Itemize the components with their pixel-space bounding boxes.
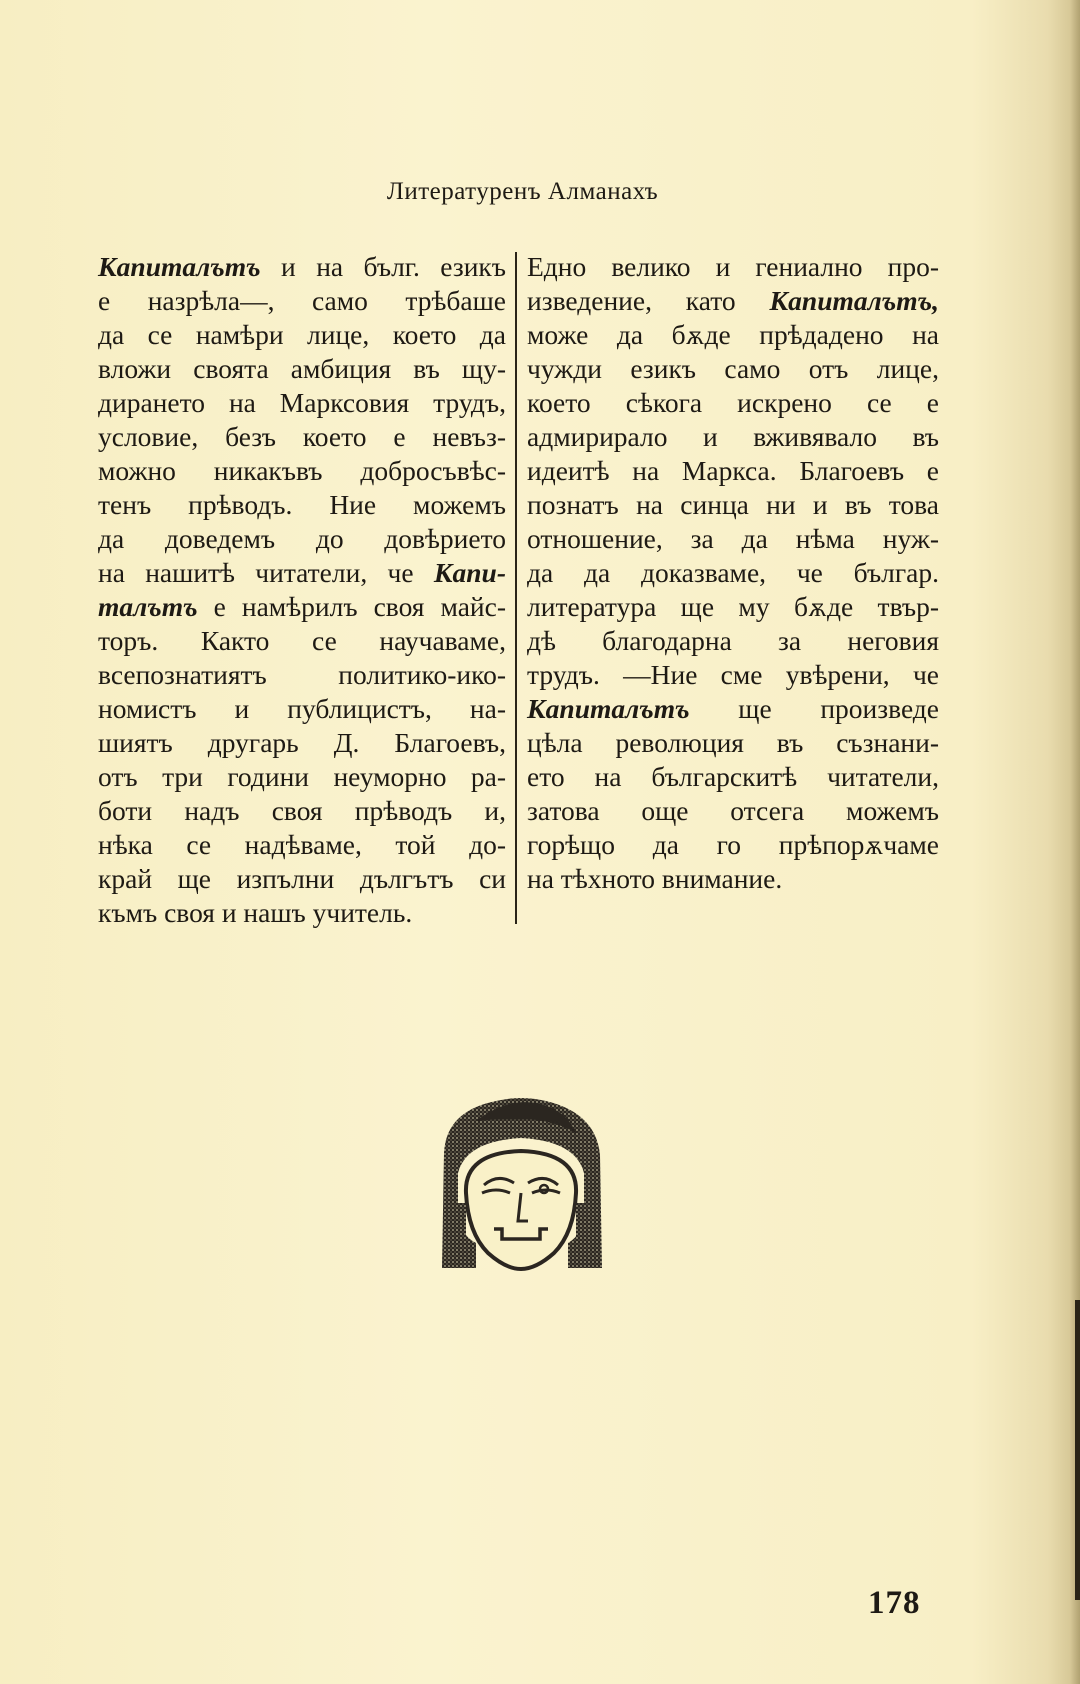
italic-title: Капиталътъ xyxy=(98,251,261,282)
right-column-line xyxy=(527,760,939,794)
line-text: е намѣрилъ своя майс- xyxy=(197,591,506,622)
right-column-line xyxy=(527,692,939,726)
italic-title: Капиталътъ, xyxy=(769,285,939,316)
line-text: отъ три години неуморно ра- xyxy=(98,761,506,792)
line-text: шиятъ другарь Д. Благоевъ, xyxy=(98,727,506,758)
left-column-line xyxy=(98,794,506,828)
line-text: затова още отсега можемъ xyxy=(527,795,939,826)
line-text: идеитѣ на Маркса. Благоевъ е xyxy=(527,455,939,486)
left-column-line xyxy=(98,692,506,726)
left-column-line xyxy=(98,896,506,930)
line-text: е назрѣла—, само трѣбаше xyxy=(98,285,506,316)
line-text: горѣщо да го прѣпорѫчаме xyxy=(527,829,939,860)
woodcut-face-ornament-icon xyxy=(436,1093,606,1273)
line-text: дѣ благодарна за неговия xyxy=(527,625,939,656)
left-column-line xyxy=(98,658,506,692)
line-text: ето на българскитѣ читатели, xyxy=(527,761,939,792)
line-text: което сѣкога искрено се е xyxy=(527,387,939,418)
left-column-line xyxy=(98,862,506,896)
line-text: изведение, като xyxy=(527,285,770,316)
line-text: тенъ прѣводъ. Ние можемъ xyxy=(98,489,506,520)
right-column-line xyxy=(527,556,939,590)
left-column-line xyxy=(98,624,506,658)
left-column-line xyxy=(98,352,506,386)
line-text: можно никакъвъ добросъвѣс- xyxy=(98,455,506,486)
right-column-line xyxy=(527,488,939,522)
italic-title: талътъ xyxy=(98,591,198,622)
page-number: 178 xyxy=(868,1585,921,1621)
right-column-line xyxy=(527,420,939,454)
left-column-line xyxy=(98,828,506,862)
line-text: ще произведе xyxy=(689,693,939,724)
right-column-line xyxy=(527,352,939,386)
line-text: край ще изпълни дългътъ си xyxy=(98,863,506,894)
right-column-line xyxy=(527,726,939,760)
italic-title: Капиталътъ xyxy=(527,693,690,724)
line-text: да доведемъ до довѣрието xyxy=(98,523,506,554)
right-column-line xyxy=(527,522,939,556)
right-column-line xyxy=(527,828,939,862)
right-column-line xyxy=(527,794,939,828)
right-column-line xyxy=(527,624,939,658)
line-text: познатъ на синца ни и въ това xyxy=(527,489,939,520)
line-text: чужди езикъ само отъ лице, xyxy=(527,353,939,384)
line-text: на нашитѣ читатели, че xyxy=(98,557,434,588)
left-column-line xyxy=(98,590,506,624)
line-text: вложи своята амбиция въ щу- xyxy=(98,353,506,384)
line-text: трудъ. —Ние сме увѣрени, че xyxy=(527,659,939,690)
line-text: цѣла революция въ съзнани- xyxy=(527,727,939,758)
line-text: условие, безъ което е невъз- xyxy=(98,421,506,452)
italic-title: Капи- xyxy=(433,557,506,588)
left-column-line xyxy=(98,522,506,556)
left-column-line xyxy=(98,556,506,590)
right-column-line xyxy=(527,284,939,318)
line-text: дирането на Марксовия трудъ, xyxy=(98,387,506,418)
column-rule xyxy=(515,252,517,924)
left-column-line xyxy=(98,760,506,794)
line-text: отношение, за да нѣма нуж- xyxy=(527,523,939,554)
left-column-line xyxy=(98,250,506,284)
left-column-line xyxy=(98,318,506,352)
right-column-line xyxy=(527,386,939,420)
page-edge-mark xyxy=(1075,1300,1080,1600)
right-column-line xyxy=(527,454,939,488)
right-column-line xyxy=(527,590,939,624)
left-column-line xyxy=(98,386,506,420)
line-text: номистъ и публицистъ, на- xyxy=(98,693,506,724)
right-column xyxy=(527,250,939,896)
right-column-line xyxy=(527,250,939,284)
line-text: адмирирало и вживявало въ xyxy=(527,421,939,452)
line-text: боти надъ своя прѣводъ и, xyxy=(98,795,506,826)
line-text: торъ. Както се научаваме, xyxy=(98,625,506,656)
right-column-line xyxy=(527,318,939,352)
line-text: Едно велико и гениално про- xyxy=(527,251,939,282)
left-column-line xyxy=(98,726,506,760)
line-text: може да бѫде прѣдадено на xyxy=(527,319,939,350)
line-text: къмъ своя и нашъ учитель. xyxy=(98,897,413,928)
running-head: Литературенъ Алманахъ xyxy=(386,178,659,205)
right-column-line xyxy=(527,658,939,692)
line-text: да да доказваме, че българ. xyxy=(527,557,939,588)
left-column-line xyxy=(98,454,506,488)
line-text: на тѣхното внимание. xyxy=(527,863,783,894)
left-column-line xyxy=(98,284,506,318)
line-text: и на бълг. езикъ xyxy=(260,251,506,282)
line-text: нѣка се надѣваме, той до- xyxy=(98,829,506,860)
line-text: всепознатиятъ политико-ико- xyxy=(98,659,506,690)
right-column-line xyxy=(527,862,939,896)
line-text: литература ще му бѫде твър- xyxy=(527,591,939,622)
left-column xyxy=(98,250,506,930)
line-text: да се намѣри лице, което да xyxy=(98,319,506,350)
left-column-line xyxy=(98,420,506,454)
left-column-line xyxy=(98,488,506,522)
